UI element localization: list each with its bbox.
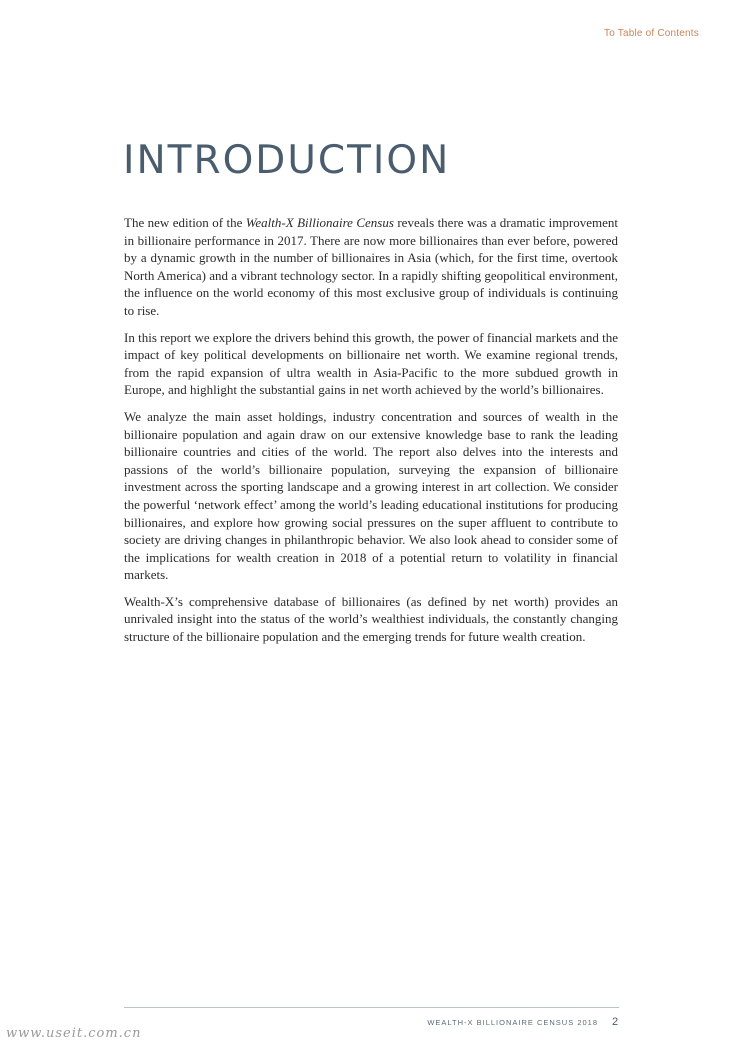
paragraph-1-lead: The new edition of the bbox=[124, 215, 246, 230]
publication-name: Wealth-X Billionaire Census bbox=[245, 215, 394, 230]
paragraph-4: Wealth-X’s comprehensive database of billionaires (as defined by net worth) provides an unrivaled insight into the status of the world’s wealthiest individuals, the constantly changing structure of the billionaire population and the emerging trends for future wealth creation. bbox=[124, 593, 618, 645]
page-title: INTRODUCTION bbox=[123, 138, 451, 183]
paragraph-1-rest: reveals there was a dramatic improvement in billionaire performance in 2017. There are now more billionaires than ever before, powered by a dynamic growth in the number of billionaires in Asia (which, for the first time, overtook North America) and a vibrant technology sector. In a rapidly shifting geopolitical environment, the influence on the world economy of this most exclusive group of individuals is continuing to rise. bbox=[124, 215, 618, 318]
page-number: 2 bbox=[612, 1016, 619, 1028]
footer-divider bbox=[124, 1007, 619, 1008]
body-text bbox=[124, 214, 618, 655]
paragraph-3: We analyze the main asset holdings, industry concentration and sources of wealth in the billionaire population and again draw on our extensive knowledge base to rank the leading billionaire countries and cities of the world. The report also delves into the interests and passions of the world’s billionaire population, surveying the expansion of billionaire investment across the sporting landscape and a growing interest in art collection. We consider the powerful ‘network effect’ among the world’s leading educational institutions for producing billionaires, and explore how growing social pressures on the super affluent to contribute to society are driving changes in philanthropic behavior. We also look ahead to consider some of the implications for wealth creation in 2018 of a potential return to volatility in financial markets. bbox=[124, 408, 618, 583]
paragraph-1 bbox=[124, 214, 618, 320]
table-of-contents-link[interactable]: To Table of Contents bbox=[604, 28, 699, 39]
paragraph-2: In this report we explore the drivers behind this growth, the power of financial markets and the impact of key political developments on billionaire net worth. We examine regional trends, from the rapid expansion of ultra wealth in Asia-Pacific to the more subdued growth in Europe, and highlight the substantial gains in net worth achieved by the world’s billionaires. bbox=[124, 329, 618, 398]
footer-publication-title: WEALTH-X BILLIONAIRE CENSUS 2018 bbox=[427, 1018, 598, 1027]
watermark: www.useit.com.cn bbox=[6, 1026, 142, 1041]
